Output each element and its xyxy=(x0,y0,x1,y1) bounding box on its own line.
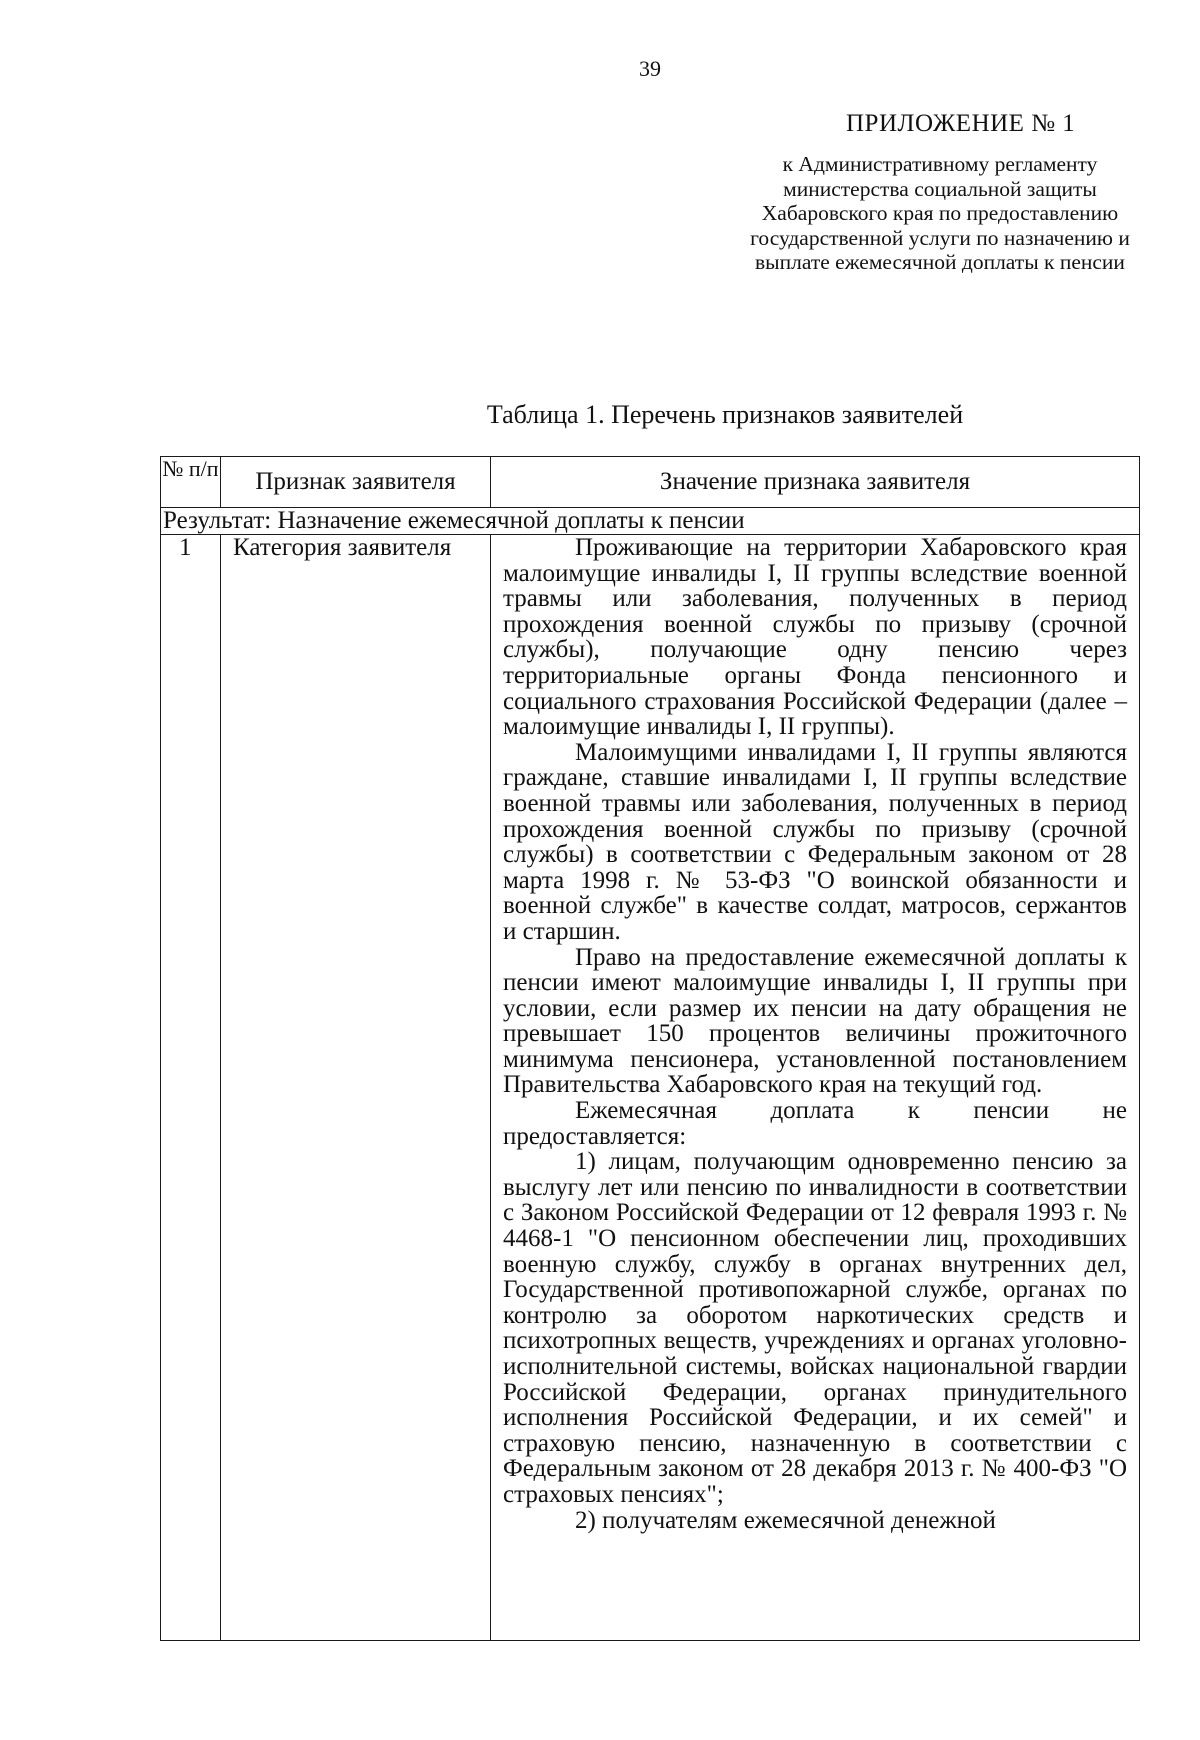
value-list-item: 2) получателям ежемесячной денежной xyxy=(575,1506,996,1534)
value-list-item: 1) лицам, получающим одновременно пенсию за выслугу лет или пенсию по инвалидности в соответствии с Законом Российской Федерации от 12 февраля 1993 г. № 4468-1 "О пенсионном обеспечении лиц, проходивших военную службу, службу в органах внутренних дел, Государственной противопожарной службе, органах по контролю за оборотом наркотических средств и психотропных веществ, учреждениях и органах уголовно-исполнительной системы, войсках национальной гвардии Российской Федерации, органах принудительного исполнения Российской Федерации, и их семей" и страховую пенсию, назначенную в соответствии с Федеральным законом от 28 декабря 2013 г. № 400-ФЗ "О страховых пенсиях"; xyxy=(503,1148,1127,1508)
row-number: 1 xyxy=(161,535,221,1641)
appendix-title: ПРИЛОЖЕНИЕ № 1 xyxy=(846,110,1076,137)
table-caption: Таблица 1. Перечень признаков заявителей xyxy=(486,400,964,429)
header-cell-number: № п/п xyxy=(161,457,221,508)
value-paragraph: Ежемесячная доплата к пенсии не предоставляется: xyxy=(503,1097,1127,1150)
result-cell: Результат: Назначение ежемесячной доплаты к пенсии xyxy=(161,508,1140,535)
header-cell-attribute: Признак заявителя xyxy=(221,457,491,508)
table-row xyxy=(161,535,1140,1641)
value-paragraph: Право на предоставление ежемесячной доплаты к пенсии имеют малоимущие инвалиды I, II группы при условии, если размер их пенсии на дату обращения не превышает 150 процентов величины прожиточного минимума пенсионера, установленной постановлением Правительства Хабаровского края на текущий год. xyxy=(503,943,1127,1099)
applicant-attributes-table xyxy=(160,456,1140,1641)
header-cell-value: Значение признака заявителя xyxy=(491,457,1140,508)
table-header-row xyxy=(161,457,1140,508)
row-value xyxy=(491,535,1140,1641)
value-paragraph: Проживающие на территории Хабаровского края малоимущие инвалиды I, II группы вследствие военной травмы или заболевания, полученных в период прохождения военной службы по призыву (срочной службы), получающие одну пенсию через территориальные органы Фонда пенсионного и социального страхования Российской Федерации (далее – малоимущие инвалиды I, II группы). xyxy=(503,534,1127,741)
table-result-row xyxy=(161,508,1140,535)
value-paragraph: Малоимущими инвалидами I, II группы являются граждане, ставшие инвалидами I, II группы вследствие военной травмы или заболевания, полученных в период прохождения военной службы по призыву (срочной службы) в соответствии с Федеральным законом от 28 марта 1998 г. № 53-ФЗ "О воинской обязанности и военной службе" в качестве солдат, матросов, сержантов и старшин. xyxy=(503,738,1127,945)
page-number: 39 xyxy=(639,56,661,81)
appendix-subtitle: к Административному регламенту министерства социальной защиты Хабаровского края по предоставлению государственной услуги по назначению и выплате ежемесячной доплаты к пенсии xyxy=(750,152,1130,274)
row-attribute: Категория заявителя xyxy=(221,535,491,1641)
